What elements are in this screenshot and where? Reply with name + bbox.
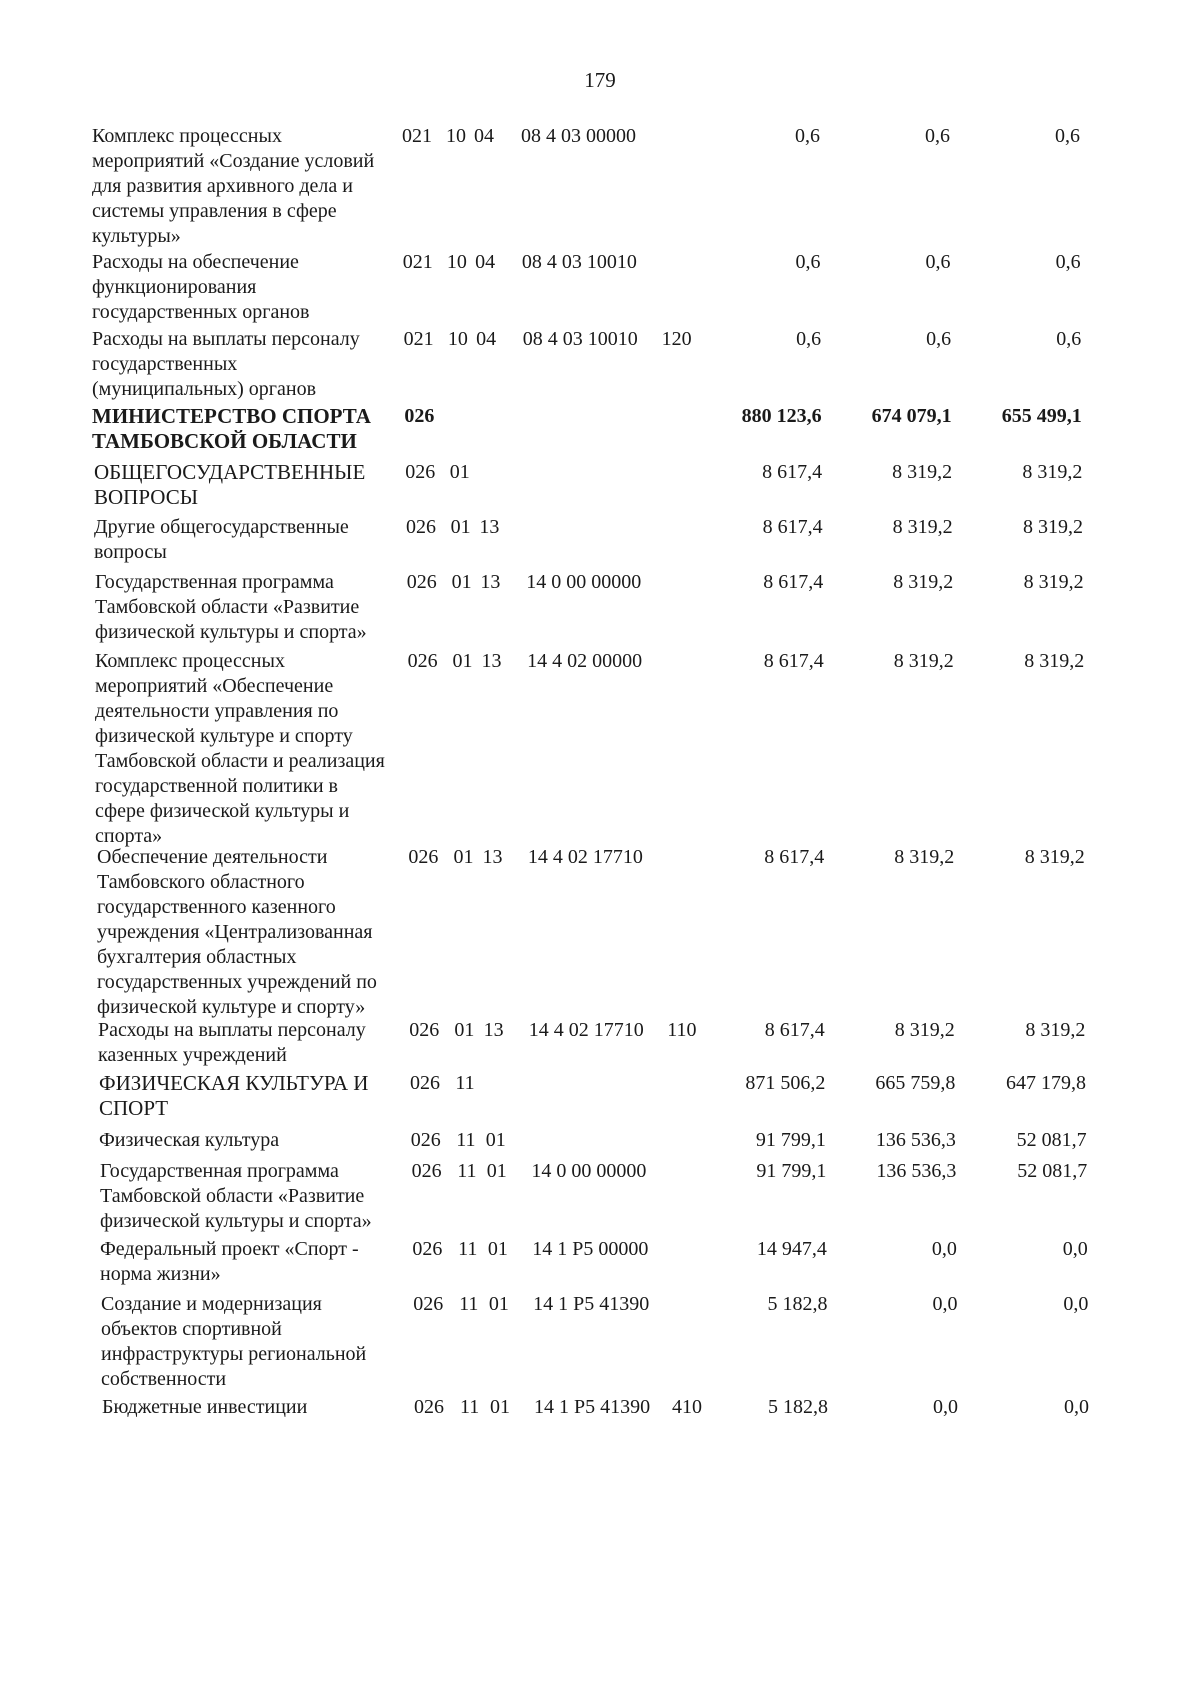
row-vr: 120 xyxy=(661,328,692,350)
row-grbs: 026 xyxy=(404,405,435,427)
row-rz: 01 xyxy=(452,650,473,672)
row-name: Создание и модернизация объектов спортивной инфраструктуры региональной собственности xyxy=(101,1293,367,1390)
row-rz: 11 xyxy=(456,1129,476,1151)
row-value-3: 0,6 xyxy=(1055,125,1080,147)
row-grbs: 026 xyxy=(405,461,436,483)
row-value-3: 8 319,2 xyxy=(1023,516,1083,538)
row-value-2: 674 079,1 xyxy=(871,405,952,427)
row-grbs: 026 xyxy=(414,1396,444,1418)
row-name: ОБЩЕГОСУДАРСТВЕННЫЕ ВОПРОСЫ xyxy=(94,460,366,509)
row-name: Расходы на выплаты персоналу казенных учреждений xyxy=(98,1019,366,1066)
row-pr: 04 xyxy=(474,125,494,147)
row-name: Государственная программа Тамбовской области «Развитие физической культуры и спорта» xyxy=(100,1160,372,1232)
row-value-2: 8 319,2 xyxy=(892,461,953,483)
row-value-3: 647 179,8 xyxy=(1006,1072,1086,1094)
row-csr: 08 4 03 00000 xyxy=(521,125,636,147)
row-value-2: 665 759,8 xyxy=(875,1072,956,1094)
row-grbs: 026 xyxy=(409,1019,440,1041)
row-rz: 01 xyxy=(454,1019,475,1041)
row-grbs: 026 xyxy=(406,571,437,593)
row-pr: 13 xyxy=(483,1019,504,1041)
row-value-1: 91 799,1 xyxy=(755,1129,826,1151)
row-name: Расходы на выплаты персоналу государственных (муниципальных) органов xyxy=(92,328,360,400)
row-grbs: 026 xyxy=(411,1160,442,1182)
row-name: Физическая культура xyxy=(99,1129,280,1151)
row-value-3: 8 319,2 xyxy=(1023,571,1084,593)
row-value-1: 8 617,4 xyxy=(764,1019,825,1041)
row-value-2: 0,6 xyxy=(926,328,952,350)
row-grbs: 021 xyxy=(403,328,434,350)
row-pr: 13 xyxy=(482,846,503,868)
row-pr: 01 xyxy=(490,1396,510,1418)
row-value-1: 5 182,8 xyxy=(768,1396,828,1418)
row-value-2: 8 319,2 xyxy=(893,571,954,593)
row-value-1: 0,6 xyxy=(795,251,821,273)
row-rz: 11 xyxy=(458,1238,478,1260)
row-value-1: 8 617,4 xyxy=(762,516,823,538)
row-rz: 10 xyxy=(446,251,467,273)
row-value-2: 8 319,2 xyxy=(894,846,955,868)
row-pr: 01 xyxy=(488,1293,509,1315)
row-value-3: 655 499,1 xyxy=(1001,405,1082,427)
row-rz: 10 xyxy=(447,328,468,350)
row-value-1: 8 617,4 xyxy=(763,650,824,672)
row-name: Государственная программа Тамбовской области «Развитие физической культуры и спорта» xyxy=(95,571,367,643)
row-value-1: 14 947,4 xyxy=(756,1238,827,1260)
row-value-2: 0,0 xyxy=(931,1238,957,1260)
row-value-3: 8 319,2 xyxy=(1025,1019,1086,1041)
row-value-3: 52 081,7 xyxy=(1016,1129,1087,1151)
row-pr: 01 xyxy=(485,1129,506,1151)
row-grbs: 026 xyxy=(412,1238,443,1260)
row-value-1: 5 182,8 xyxy=(767,1293,828,1315)
row-pr: 13 xyxy=(479,516,500,538)
row-value-2: 0,6 xyxy=(925,251,951,273)
row-name: Другие общегосударственные вопросы xyxy=(94,516,349,563)
row-csr: 14 4 02 17710 xyxy=(528,1019,644,1041)
row-value-3: 0,0 xyxy=(1062,1238,1088,1260)
row-grbs: 021 xyxy=(402,125,432,147)
row-grbs: 026 xyxy=(410,1129,441,1151)
row-grbs: 026 xyxy=(408,846,439,868)
row-csr: 14 4 02 17710 xyxy=(527,846,643,868)
row-name: МИНИСТЕРСТВО СПОРТА ТАМБОВСКОЙ ОБЛАСТИ xyxy=(92,404,371,453)
row-rz: 11 xyxy=(459,1293,479,1315)
row-value-2: 8 319,2 xyxy=(893,650,954,672)
row-value-3: 8 319,2 xyxy=(1022,461,1083,483)
row-grbs: 021 xyxy=(402,251,433,273)
row-name: ФИЗИЧЕСКАЯ КУЛЬТУРА И СПОРТ xyxy=(99,1071,369,1120)
row-value-1: 880 123,6 xyxy=(741,405,822,427)
row-value-1: 0,6 xyxy=(796,328,822,350)
row-value-1: 8 617,4 xyxy=(763,571,824,593)
row-rz: 01 xyxy=(451,571,472,593)
page-number: 179 xyxy=(584,68,616,92)
row-value-3: 52 081,7 xyxy=(1017,1160,1088,1182)
row-pr: 01 xyxy=(486,1160,507,1182)
row-csr: 08 4 03 10010 xyxy=(521,251,637,273)
row-name: Расходы на обеспечение функционирования государственных органов xyxy=(92,251,310,323)
row-csr: 14 0 00 00000 xyxy=(526,571,642,593)
row-name: Федеральный проект «Спорт - норма жизни» xyxy=(100,1238,359,1285)
row-pr: 01 xyxy=(487,1238,508,1260)
row-value-1: 91 799,1 xyxy=(756,1160,827,1182)
row-pr: 13 xyxy=(481,650,502,672)
row-grbs: 026 xyxy=(407,650,438,672)
row-value-2: 0,0 xyxy=(933,1396,958,1418)
row-csr: 14 4 02 00000 xyxy=(527,650,643,672)
row-csr: 14 1 P5 00000 xyxy=(532,1238,649,1260)
row-name: Обеспечение деятельности Тамбовского областного государственного казенного учреждения «Централизованная бухгалтерия областных государственных учреждений по физической культуре и спорту» xyxy=(97,846,377,1018)
row-csr: 14 0 00 00000 xyxy=(531,1160,647,1182)
row-pr: 04 xyxy=(475,251,496,273)
row-pr: 13 xyxy=(480,571,501,593)
row-value-3: 0,0 xyxy=(1064,1396,1089,1418)
row-value-3: 0,0 xyxy=(1063,1293,1089,1315)
row-rz: 01 xyxy=(449,461,470,483)
row-vr: 410 xyxy=(672,1396,702,1418)
row-value-2: 8 319,2 xyxy=(894,1019,955,1041)
row-rz: 01 xyxy=(450,516,471,538)
row-rz: 11 xyxy=(455,1072,475,1094)
row-value-2: 8 319,2 xyxy=(892,516,953,538)
row-csr: 08 4 03 10010 xyxy=(522,328,638,350)
row-value-3: 8 319,2 xyxy=(1024,846,1085,868)
row-value-3: 0,6 xyxy=(1056,328,1082,350)
row-rz: 10 xyxy=(446,125,466,147)
row-value-1: 8 617,4 xyxy=(764,846,825,868)
row-value-3: 0,6 xyxy=(1055,251,1081,273)
row-value-1: 0,6 xyxy=(795,125,820,147)
row-name: Бюджетные инвестиции xyxy=(102,1396,308,1418)
row-vr: 110 xyxy=(667,1019,697,1041)
row-name: Комплекс процессных мероприятий «Создание условий для развития архивного дела и системы управления в сфере культуры» xyxy=(92,125,375,247)
row-grbs: 026 xyxy=(413,1293,444,1315)
row-value-2: 136 536,3 xyxy=(875,1129,956,1151)
row-value-3: 8 319,2 xyxy=(1024,650,1085,672)
row-value-2: 136 536,3 xyxy=(876,1160,957,1182)
row-value-2: 0,0 xyxy=(932,1293,958,1315)
row-grbs: 026 xyxy=(406,516,436,538)
row-csr: 14 1 P5 41390 xyxy=(533,1293,650,1315)
row-rz: 11 xyxy=(460,1396,480,1418)
row-grbs: 026 xyxy=(410,1072,440,1094)
row-name: Комплекс процессных мероприятий «Обеспечение деятельности управления по физической культуре и спорту Тамбовской области и реализация государственной политики в сфере физической культуры и спорта» xyxy=(95,650,385,847)
row-rz: 11 xyxy=(457,1160,477,1182)
row-csr: 14 1 P5 41390 xyxy=(534,1396,651,1418)
row-value-1: 871 506,2 xyxy=(745,1072,826,1094)
row-value-1: 8 617,4 xyxy=(762,461,823,483)
row-rz: 01 xyxy=(453,846,474,868)
row-pr: 04 xyxy=(476,328,497,350)
row-value-2: 0,6 xyxy=(925,125,950,147)
